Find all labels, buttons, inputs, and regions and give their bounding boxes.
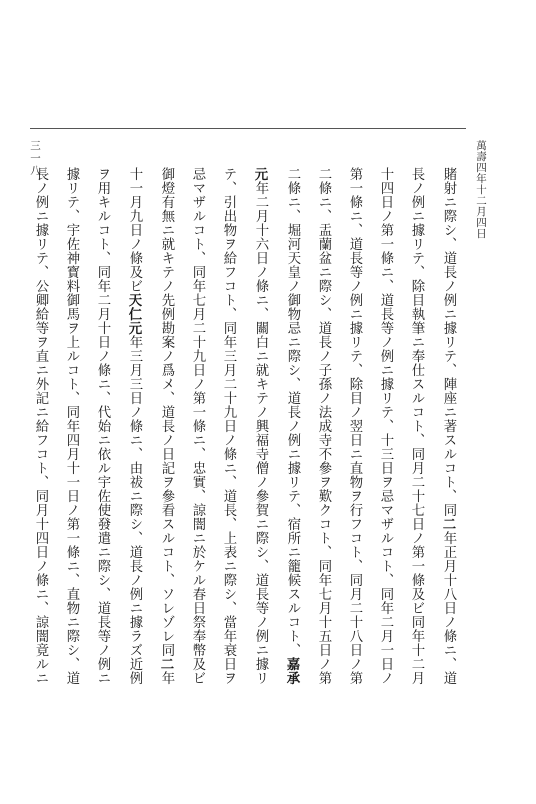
text-segment: 賭射ニ際シ、道長ノ例ニ據リテ、陣座ニ著スルコト、同 bbox=[441, 167, 456, 517]
text-segment: 第一條ニ、道長等ノ例ニ據リテ、除目ノ翌日ニ直物ヲ行フコト、同月二十八日ノ第 bbox=[347, 167, 362, 685]
text-line bbox=[276, 167, 308, 767]
text-line bbox=[339, 167, 370, 767]
text-segment: 長ノ例ニ據リテ、除目執筆ニ奉仕スルコト、同月二十七日ノ第一條及ビ同年十二月 bbox=[409, 167, 424, 685]
text-segment: 二條ニ、盂蘭盆ニ際シ、道長ノ子孫ノ法成寺不參ヲ歎クコト、同年七月十五日ノ第 bbox=[316, 167, 331, 685]
text-line bbox=[150, 167, 182, 767]
running-header-title: 萬壽四年十二月四日 bbox=[475, 140, 487, 239]
text-segment: 十一月九日ノ條及ビ bbox=[127, 167, 142, 293]
text-line bbox=[370, 167, 401, 767]
text-segment: ヲ用キルコト、同年二月十日ノ條ニ、代始ニ依ル宇佐使發遣ニ際シ、道長等ノ例ニ bbox=[95, 167, 110, 685]
text-segment: 長ノ例ニ據リテ、公卿給等ヲ直ニ外記ニ給フコト、同月十四日ノ條ニ、諒闇竟ルニ bbox=[33, 167, 48, 685]
text-segment: 忌マザルコト、同年七月二十九日ノ第一條ニ、忠實、諒闇ニ於ケル春日祭奉幣及ビ bbox=[190, 167, 205, 685]
body-text bbox=[34, 167, 464, 767]
text-line bbox=[244, 167, 276, 767]
bold-era-text: 元 bbox=[252, 167, 268, 181]
text-segment: 二條ニ、堀河天皇ノ御物忌ニ際シ、道長ノ例ニ據リテ、宿所ニ籠候スルコト、 bbox=[285, 167, 300, 657]
header-rule bbox=[30, 128, 466, 129]
text-line bbox=[401, 167, 432, 767]
text-line bbox=[56, 167, 87, 767]
text-line bbox=[87, 167, 118, 767]
text-segment: 年正月十八日ノ條ニ、道 bbox=[441, 531, 456, 685]
text-segment: 年三月三日ノ條ニ、由祓ニ際シ、道長ノ例ニ據ラズ近例 bbox=[127, 335, 142, 685]
text-line bbox=[308, 167, 339, 767]
text-line bbox=[432, 167, 464, 767]
text-segment: テ、引出物ヲ給フコト、同年三月二十九日ノ條ニ、道長、上表ニ際シ、當年衰日ヲ bbox=[221, 167, 236, 685]
text-line bbox=[182, 167, 213, 767]
text-line bbox=[25, 167, 56, 767]
bold-era-text: 二 bbox=[158, 657, 174, 671]
text-line bbox=[213, 167, 244, 767]
bold-era-text: 二 bbox=[440, 517, 456, 531]
page-number: 三一八 bbox=[29, 140, 41, 178]
text-segment: 年 bbox=[159, 671, 174, 685]
text-line bbox=[118, 167, 150, 767]
bold-era-text: 天仁元 bbox=[126, 293, 142, 335]
bold-era-text: 嘉承 bbox=[284, 657, 300, 685]
text-segment: 年二月十六日ノ條ニ、關白ニ就キテノ興福寺僧ノ參賀ニ際シ、道長等ノ例ニ據リ bbox=[253, 181, 268, 685]
text-segment: 御燈有無ニ就キテノ先例勘案ノ爲メ、道長ノ日記ヲ參看スルコト、ソレゾレ同 bbox=[159, 167, 174, 657]
text-segment: 十四日ノ第一條ニ、道長等ノ例ニ據リテ、十三日ヲ忌マザルコト、同年二月一日ノ bbox=[378, 167, 393, 685]
text-segment: 據リテ、宇佐神寳料御馬ヲ上ルコト、同年四月十一日ノ第一條ニ、直物ニ際シ、道 bbox=[64, 167, 79, 685]
